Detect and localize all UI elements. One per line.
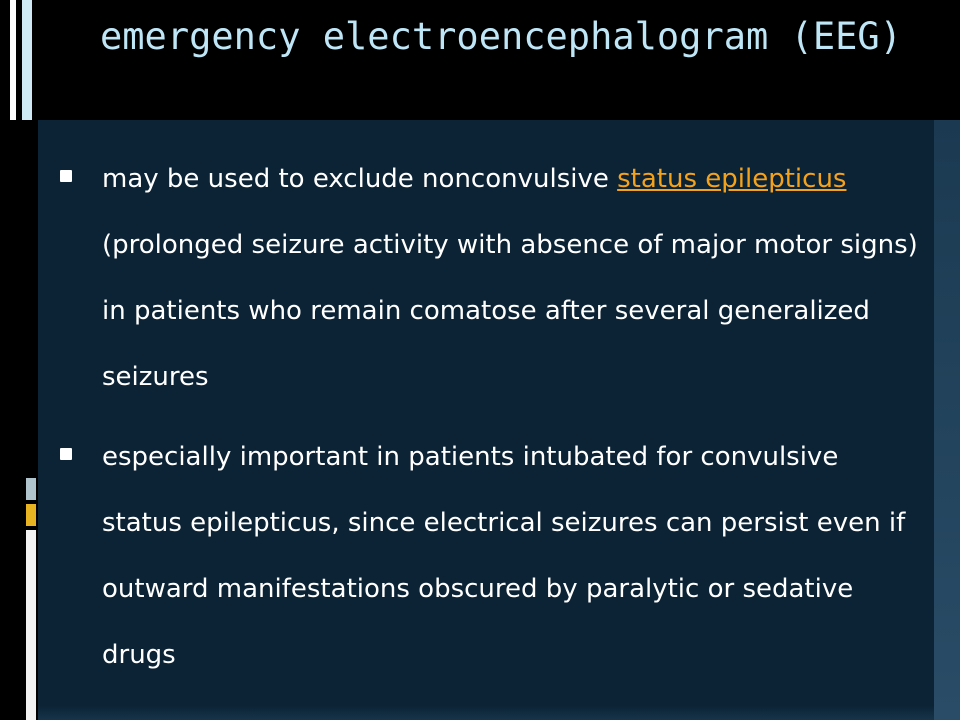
bullet-marker-icon — [60, 448, 72, 460]
bullet-text: (prolonged seizure activity with absence of major motor signs) in patients who remain comatose after several generalized seizures — [102, 230, 918, 392]
side-decoration — [0, 0, 40, 720]
bullet-text: especially important in patients intubated for convulsive status epilepticus, since electrical seizures can persist even if outward manifestations obscured by paralytic or sedative drugs — [102, 442, 906, 670]
status-epilepticus-link[interactable]: status epilepticus — [617, 164, 847, 194]
bullet-item — [60, 146, 920, 410]
content-panel-bottom-edge — [38, 706, 934, 720]
bullet-text: may be used to exclude nonconvulsive — [102, 164, 618, 194]
bullet-item — [60, 424, 920, 688]
bullet-marker-icon — [60, 170, 72, 182]
slide-title: emergency electroencephalogram (EEG) — [100, 15, 902, 58]
bullet-list — [60, 146, 920, 702]
right-edge-strip — [934, 120, 960, 720]
